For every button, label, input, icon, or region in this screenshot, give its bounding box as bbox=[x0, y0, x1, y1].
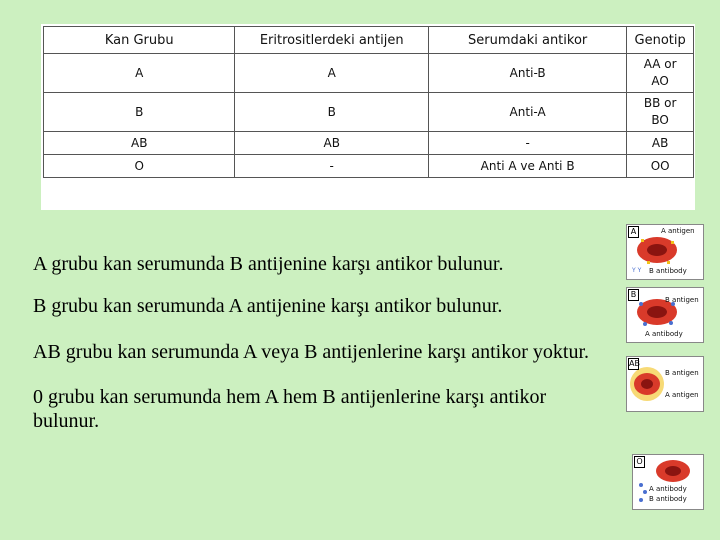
cell-label-2: A antigen bbox=[665, 391, 699, 399]
cell-genotype bbox=[627, 54, 694, 93]
cell-genotype bbox=[627, 93, 694, 132]
cell-antigen: B bbox=[235, 93, 428, 132]
cell-antibody: Anti A ve Anti B bbox=[428, 155, 626, 178]
genotype-line1: BB or bbox=[643, 96, 677, 110]
cell-antibody: - bbox=[428, 132, 626, 155]
cell-label-1: B antigen bbox=[665, 369, 699, 377]
genotype-line2: AO bbox=[651, 74, 669, 88]
text-line-o-part2: bulunur. bbox=[33, 410, 100, 432]
blood-cell-illustration-o bbox=[632, 454, 704, 510]
blood-group-table-panel bbox=[41, 24, 695, 210]
cell-tag: A bbox=[628, 226, 639, 238]
cell-tag: B bbox=[628, 289, 639, 301]
cell-label-1: A antibody bbox=[649, 485, 687, 493]
table-row bbox=[44, 93, 694, 132]
cell-antigen: AB bbox=[235, 132, 428, 155]
cell-label-2: B antibody bbox=[649, 267, 687, 275]
cell-group: O bbox=[44, 155, 235, 178]
blood-cell-illustration-a bbox=[626, 224, 704, 280]
header-erythrocyte-antigen: Eritrositlerdeki antijen bbox=[235, 27, 428, 54]
table-row bbox=[44, 54, 694, 93]
cell-label-1: A antigen bbox=[661, 227, 695, 235]
cell-group: B bbox=[44, 93, 235, 132]
table-row bbox=[44, 155, 694, 178]
blood-group-table bbox=[43, 26, 694, 178]
text-line-o-part1: 0 grubu kan serumunda hem A hem B antijenlerine karşı antikor bbox=[33, 386, 547, 408]
cell-label-2: B antibody bbox=[649, 495, 687, 503]
header-serum-antibody: Serumdaki antikor bbox=[428, 27, 626, 54]
cell-antigen: A bbox=[235, 54, 428, 93]
table-row bbox=[44, 132, 694, 155]
cell-antibody: Anti-B bbox=[428, 54, 626, 93]
cell-tag: AB bbox=[629, 359, 640, 368]
cell-group: A bbox=[44, 54, 235, 93]
cell-genotype: AB bbox=[627, 132, 694, 155]
table-header-row bbox=[44, 27, 694, 54]
cell-genotype: OO bbox=[627, 155, 694, 178]
cell-group: AB bbox=[44, 132, 235, 155]
header-blood-group: Kan Grubu bbox=[44, 27, 235, 54]
blood-cell-illustration-ab bbox=[626, 356, 704, 412]
text-line-ab-group: AB grubu kan serumunda A veya B antijenlerine karşı antikor yoktur. bbox=[33, 341, 589, 363]
cell-antigen: - bbox=[235, 155, 428, 178]
cell-antibody: Anti-A bbox=[428, 93, 626, 132]
cell-tag: O bbox=[634, 456, 645, 468]
cell-label-1: B antigen bbox=[665, 296, 699, 304]
text-line-b-group: B grubu kan serumunda A antijenine karşı antikor bulunur. bbox=[33, 295, 503, 317]
cell-label-2: A antibody bbox=[645, 330, 683, 338]
genotype-line1: AA or bbox=[643, 57, 677, 71]
genotype-line2: BO bbox=[651, 113, 669, 127]
text-line-a-group: A grubu kan serumunda B antijenine karşı antikor bulunur. bbox=[33, 253, 504, 275]
text-line-o-group bbox=[33, 385, 546, 433]
header-genotype: Genotip bbox=[627, 27, 694, 54]
blood-cell-illustration-b bbox=[626, 287, 704, 343]
svg-text:Y Y: Y Y bbox=[632, 267, 642, 274]
